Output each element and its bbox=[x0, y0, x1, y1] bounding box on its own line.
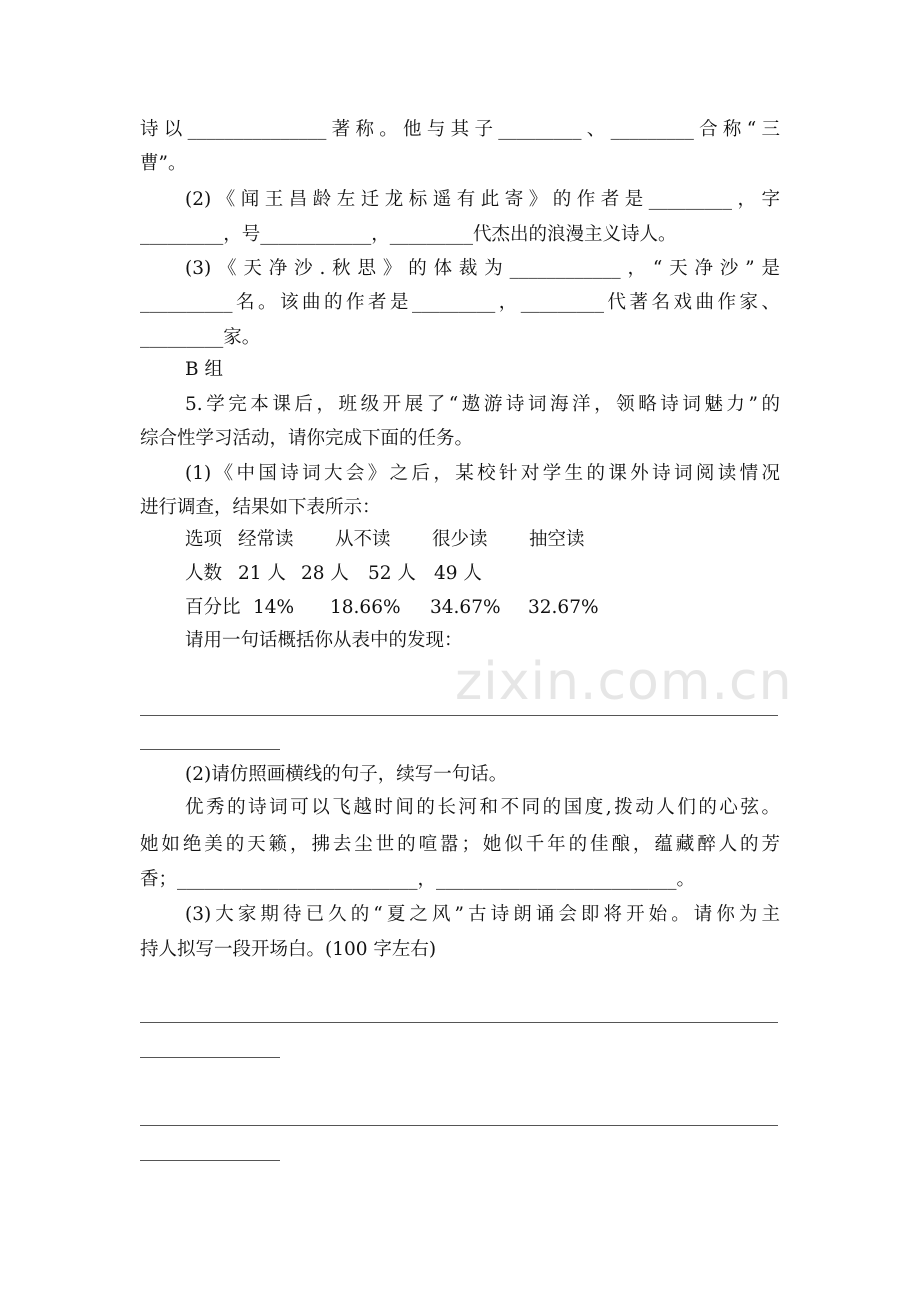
text-line: (3)《天净沙.秋思》的体裁为____________，“天净沙”是 bbox=[185, 258, 780, 279]
table-cell: 从不读 bbox=[335, 529, 391, 550]
table-cell: 经常读 bbox=[238, 529, 294, 550]
text-line: 综合性学习活动，请你完成下面的任务。 bbox=[140, 428, 474, 449]
text-line: __________名。该曲的作者是_________，_________代著名戏曲作家、 bbox=[140, 292, 780, 313]
text-line: 请用一句话概括你从表中的发现： bbox=[185, 630, 463, 651]
answer-line[interactable] bbox=[140, 1160, 280, 1161]
text-line: 她如绝美的天籁，拂去尘世的喧嚣；她似千年的佳酿，蕴藏醉人的芳 bbox=[140, 834, 780, 855]
section-heading: B 组 bbox=[185, 359, 223, 380]
answer-line[interactable] bbox=[140, 1125, 778, 1126]
text-line: (1)《中国诗词大会》之后，某校针对学生的课外诗词阅读情况 bbox=[185, 463, 780, 484]
table-cell: 18.66% bbox=[330, 597, 401, 618]
answer-line[interactable] bbox=[140, 715, 778, 716]
text-line: 香；__________________________，__________________________。 bbox=[140, 869, 696, 890]
text-line: (2)请仿照画横线的句子，续写一句话。 bbox=[185, 764, 508, 785]
table-cell: 28 人 bbox=[301, 563, 349, 584]
table-cell: 49 人 bbox=[434, 563, 482, 584]
text-line: 进行调查，结果如下表所示： bbox=[140, 497, 381, 518]
text-line: 诗以_______________著称。他与其子_________、_________合称“三 bbox=[140, 119, 780, 140]
table-cell: 人数 bbox=[185, 563, 223, 584]
text-line: _________，号____________，_________代杰出的浪漫主义诗人。 bbox=[140, 224, 677, 245]
text-line: 优秀的诗词可以飞越时间的长河和不同的国度,拨动人们的心弦。 bbox=[185, 797, 780, 818]
text-line: _________家。 bbox=[140, 327, 261, 348]
text-line: (3)大家期待已久的“夏之风”古诗朗诵会即将开始。请你为主 bbox=[185, 904, 780, 925]
answer-line[interactable] bbox=[140, 1057, 280, 1058]
watermark: zixin.com.cn bbox=[455, 652, 793, 712]
question-5: 5.学完本课后，班级开展了“遨游诗词海洋，领略诗词魅力”的 bbox=[185, 394, 780, 415]
answer-line[interactable] bbox=[140, 749, 280, 750]
table-cell: 很少读 bbox=[432, 529, 488, 550]
answer-line[interactable] bbox=[140, 1022, 778, 1023]
text-line: 曹”。 bbox=[140, 153, 187, 174]
table-cell: 21 人 bbox=[238, 563, 286, 584]
table-cell: 32.67% bbox=[528, 597, 599, 618]
table-cell: 抽空读 bbox=[529, 529, 585, 550]
table-cell: 34.67% bbox=[430, 597, 501, 618]
table-cell: 选项 bbox=[185, 529, 223, 550]
table-cell: 14% bbox=[253, 597, 295, 618]
text-line: (2)《闻王昌龄左迁龙标遥有此寄》的作者是_________，字 bbox=[185, 189, 780, 210]
table-cell: 百分比 bbox=[185, 597, 241, 618]
text-line: 持人拟写一段开场白。(100 字左右) bbox=[140, 939, 437, 960]
table-cell: 52 人 bbox=[368, 563, 416, 584]
